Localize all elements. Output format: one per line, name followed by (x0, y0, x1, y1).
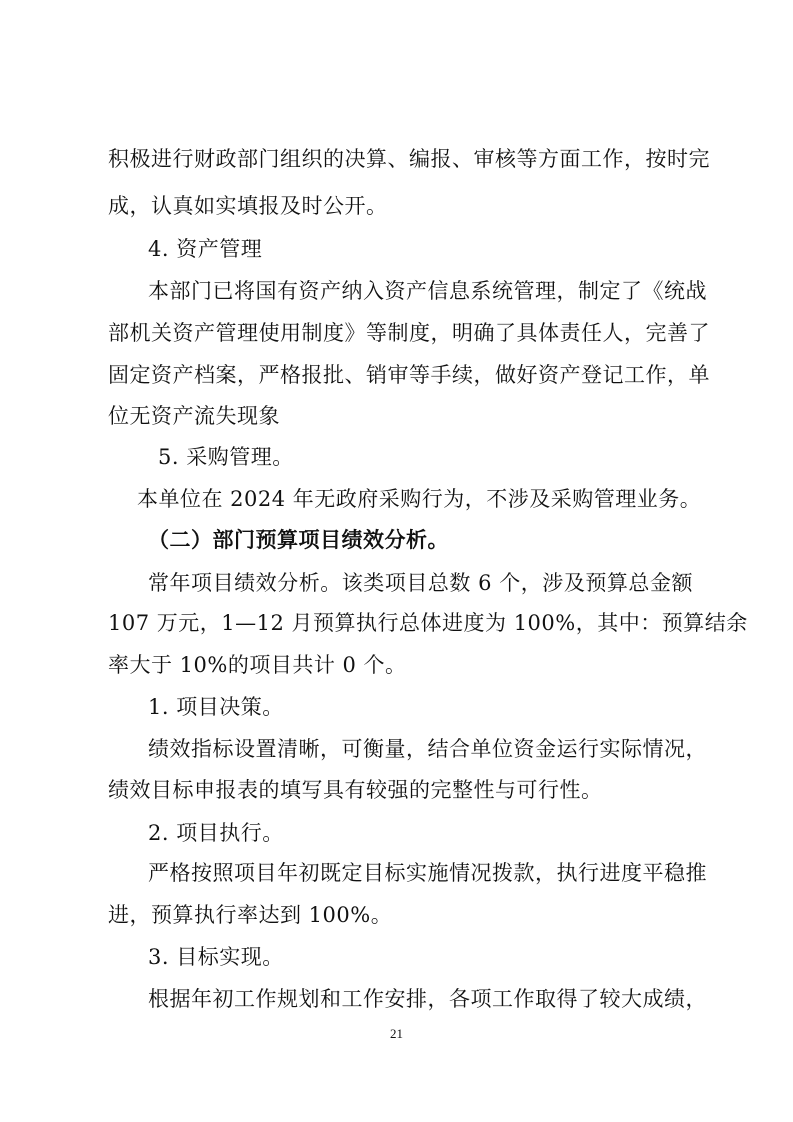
section-heading: 1. 项目决策。 (148, 695, 284, 719)
page-number: 21 (390, 1026, 403, 1041)
paragraph-line: 部机关资产管理使用制度》等制度，明确了具体责任人，完善了 (108, 321, 710, 345)
section-heading: 3. 目标实现。 (148, 945, 284, 969)
paragraph-line: 成，认真如实填报及时公开。 (108, 194, 388, 218)
paragraph-line: 进，预算执行率达到 100%。 (108, 903, 393, 927)
paragraph-line: 严格按照项目年初既定目标实施情况拨款，执行进度平稳推 (148, 861, 707, 885)
paragraph-line: 绩效目标申报表的填写具有较强的完整性与可行性。 (108, 778, 603, 802)
section-heading: 4. 资产管理 (148, 237, 263, 261)
paragraph-line: 率大于 10%的项目共计 0 个。 (108, 653, 407, 677)
paragraph-line: 绩效指标设置清晰，可衡量，结合单位资金运行实际情况， (148, 737, 707, 761)
section-heading: 5. 采购管理。 (158, 445, 294, 469)
paragraph-line: 107 万元，1—12 月预算执行总体进度为 100%，其中：预算结余 (108, 611, 748, 635)
paragraph-line: 位无资产流失现象 (108, 404, 280, 428)
paragraph-line: 本部门已将国有资产纳入资产信息系统管理，制定了《统战 (148, 279, 707, 303)
paragraph-line: 积极进行财政部门组织的决算、编报、审核等方面工作，按时完 (108, 147, 710, 171)
paragraph-line: 固定资产档案，严格报批、销审等手续，做好资产登记工作，单 (108, 363, 710, 387)
paragraph-line: 根据年初工作规划和工作安排，各项工作取得了较大成绩， (148, 987, 707, 1011)
paragraph-line: 本单位在 2024 年无政府采购行为，不涉及采购管理业务。 (137, 487, 702, 511)
paragraph-line: 常年项目绩效分析。该类项目总数 6 个，涉及预算总金额 (148, 571, 693, 595)
section-heading-bold: （二）部门预算项目绩效分析。 (148, 527, 449, 552)
section-heading: 2. 项目执行。 (148, 821, 284, 845)
